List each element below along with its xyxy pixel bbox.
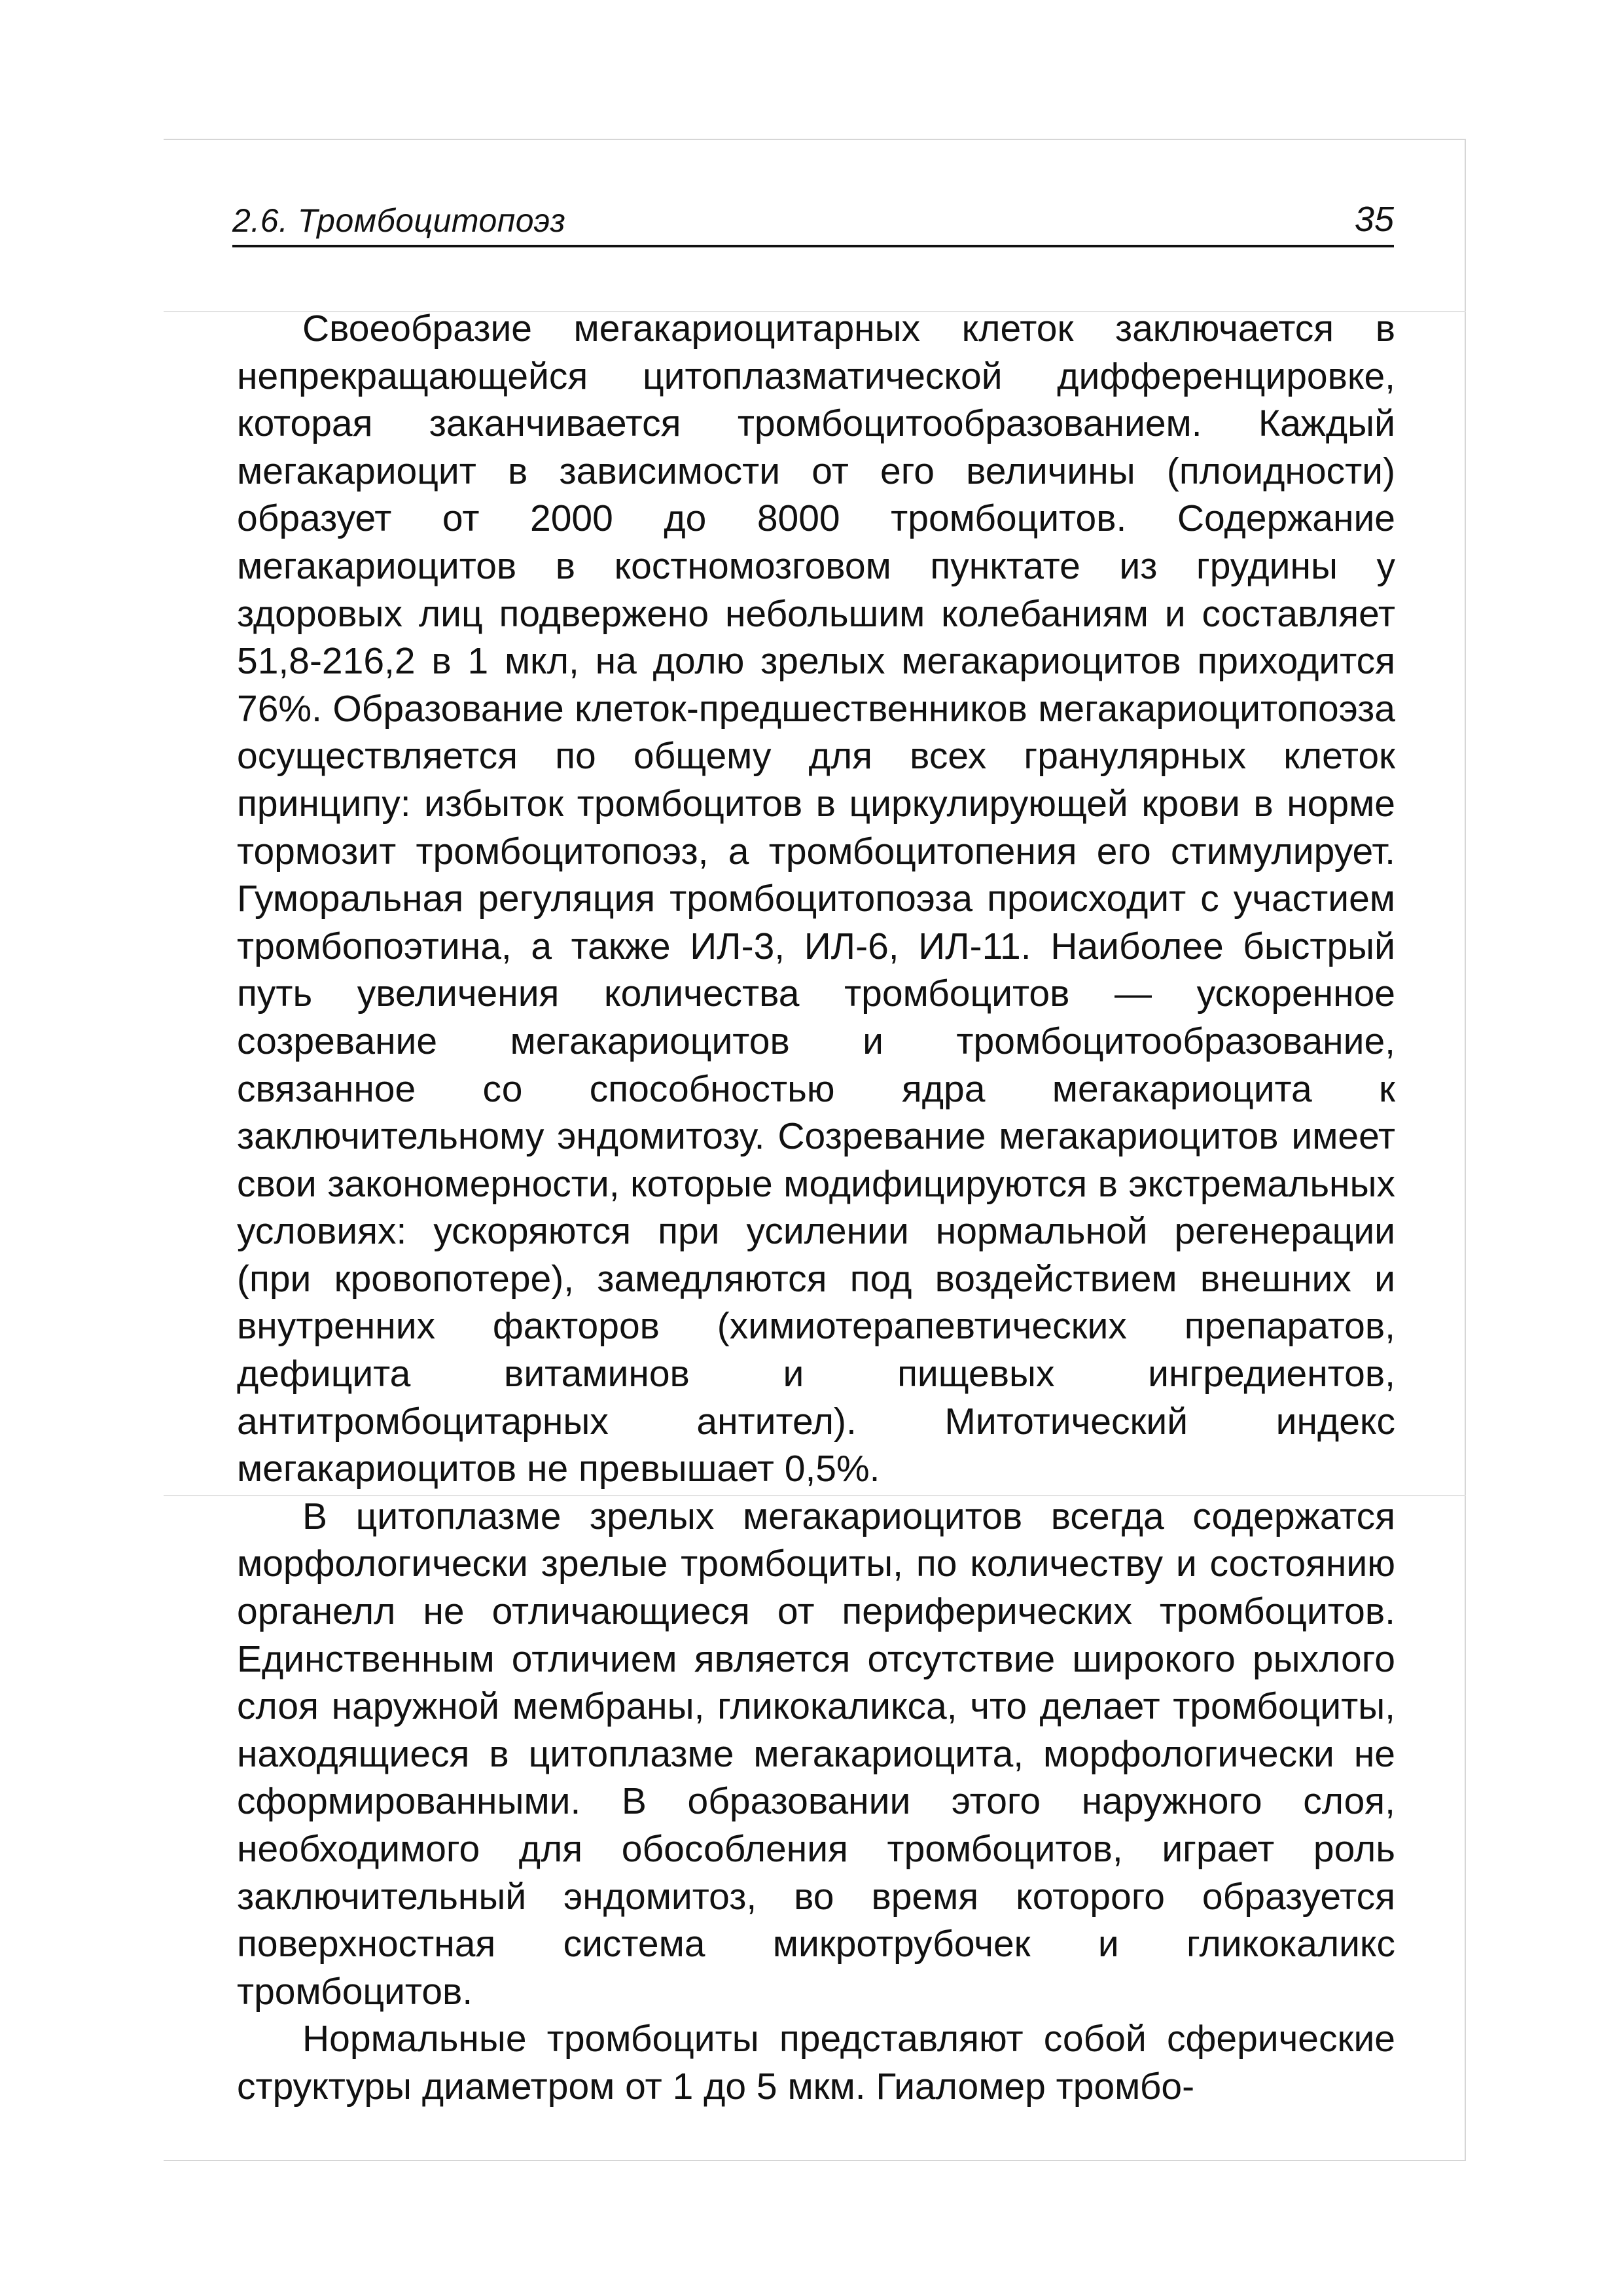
scan-border-right [1465,139,1466,2161]
paragraph: Нормальные тромбоциты представляют собой сферические структуры диаметром от 1 до 5 мкм. Гиаломер тромбо- [237,2018,1395,2108]
body-text [237,305,1395,2111]
scan-border-top [164,139,1466,140]
paragraph: В цитоплазме зрелых мегакариоцитов всегда содержатся морфологически зрелые тромбоциты, по количеству и состоянию органелл не отличающиеся от периферических тромбоцитов. Единственным отличием является отсутствие широкого рыхлого слоя наружной мембраны, гликокаликса, что делает тромбоциты, находящиеся в цитоплазме мегакариоцита, морфологически не сформированными. В образовании этого наружного слоя, необходимого для обособления тромбоцитов, играет роль заключительный эндомитоз, во время которого образуется поверхностная система микротрубочек и гликокаликс тромбоцитов. [237,1495,1395,2013]
paragraph: Своеобразие мегакариоцитарных клеток заключается в непрекращающейся цитоплазматической дифференцировке, которая заканчивается тромбоцитообразованием. Каждый мегакариоцит в зависимости от его величины (плоидности) образует от 2000 до 8000 тромбоцитов. Содержание мегакариоцитов в костномозговом пунктате из грудины у здоровых лиц подвержено небольшим колебаниям и составляет 51,8-216,2 в 1 мкл, на долю зрелых мегакариоцитов приходится 76%. Образование клеток-предшественников мегакариоцитопоэза осуществляется по общему для всех гранулярных клеток принципу: избыток тромбоцитов в циркулирующей крови в норме тормозит тромбоцитопоэз, а тромбоцитопения его стимулирует. Гуморальная регуляция тромбоцитопоэза происходит с участием тромбопоэтина, а также ИЛ-3, ИЛ-6, ИЛ-11. Наиболее быстрый путь увеличения количества тромбоцитов — ускоренное созревание мегакариоцитов и тромбоцитообразование, связанное со способностью ядра мегакариоцита к заключительному эндомитозу. Созревание мегакариоцитов имеет свои закономерности, которые модифицируются в экстремальных условиях: ускоряются при усилении нормальной регенерации (при кровопотере), замедляются под воздействием внешних и внутренних факторов (химиотерапевтических препаратов, дефицита витаминов и пищевых ингредиентов, антитромбоцитарных антител). Митотический индекс мегакариоцитов не превышает 0,5%. [237,308,1395,1490]
page-number: 35 [1354,200,1394,239]
section-title: 2.6. Тромбоцитопоэз [232,202,566,239]
scan-border-bottom [164,2160,1466,2161]
running-header [232,190,1394,247]
